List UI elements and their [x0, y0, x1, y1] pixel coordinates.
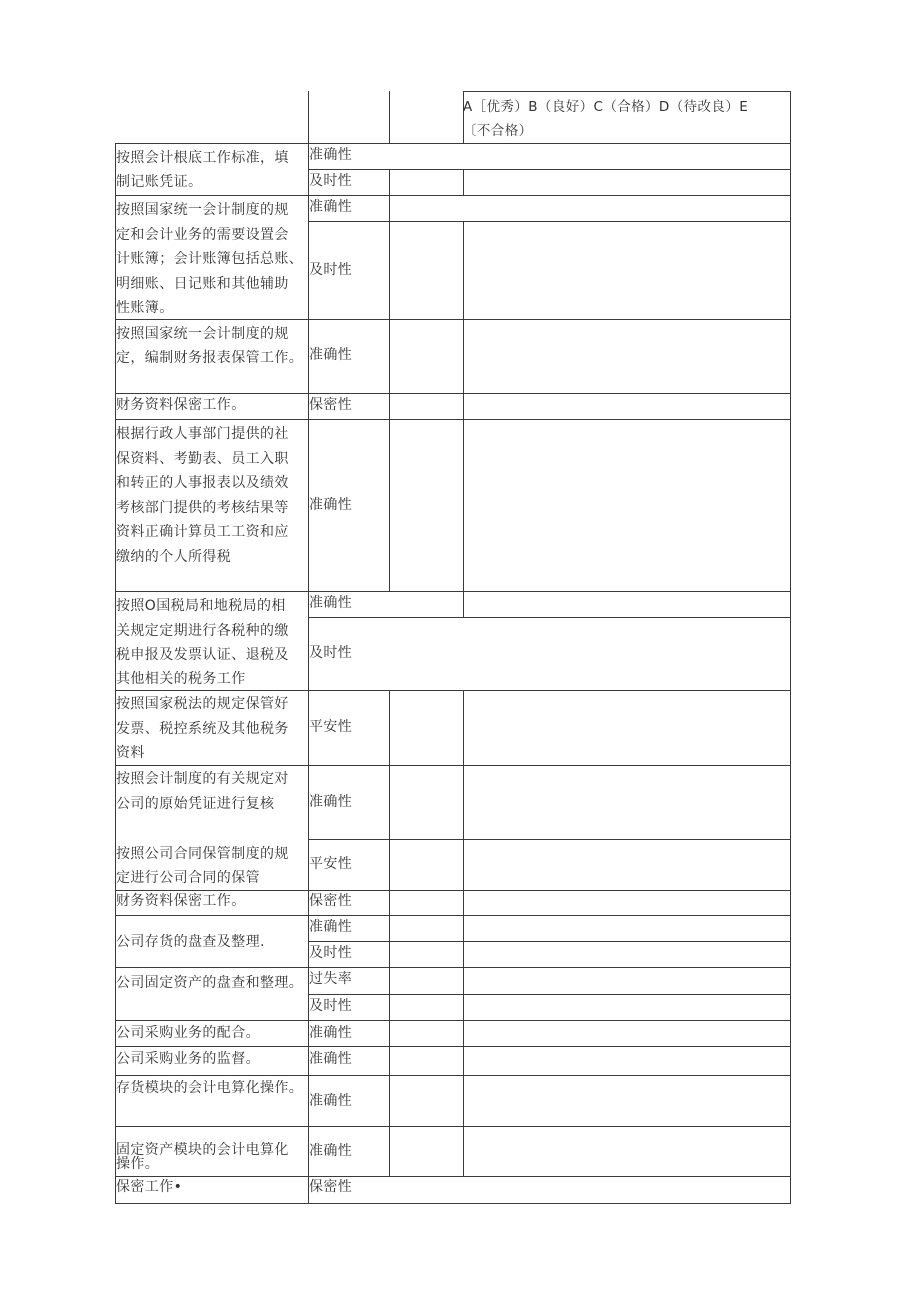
row-divider — [308, 221, 791, 222]
criterion-text: 保密性 — [309, 1179, 353, 1195]
criterion-text: 准确性 — [309, 1143, 353, 1159]
work-item-text: 定，编制财务报表保管工作。 — [116, 350, 304, 366]
criterion-text: 准确性 — [309, 919, 353, 935]
table-border-right — [790, 91, 791, 1204]
row-divider — [115, 591, 791, 592]
row-divider — [115, 419, 791, 420]
work-item-text: 明细账、日记账和其他辅助 — [116, 275, 289, 292]
row-divider — [115, 1176, 791, 1177]
work-item-text: 按照国家税法的规定保管好 — [116, 696, 289, 712]
work-item-text: 其他相关的税务工作 — [116, 671, 246, 687]
work-item-text: 定进行公司合同的保管 — [116, 870, 260, 886]
work-item-text: 按照公司合同保管制度的规 — [116, 846, 289, 862]
row-divider — [115, 967, 791, 968]
criterion-text: 准确性 — [309, 199, 353, 215]
row-divider — [115, 915, 791, 916]
work-item-text: 和转正的人事报表以及绩效 — [116, 475, 289, 491]
work-item-text: 考核部门提供的考核结果等 — [116, 499, 289, 516]
grade-scale-text: 〔不合格） — [463, 123, 533, 139]
criterion-text: 平安性 — [309, 719, 353, 735]
row-divider — [115, 1126, 791, 1127]
criterion-text: 及时性 — [309, 173, 353, 189]
table-border-top — [463, 91, 791, 92]
work-item-text: 财务资料保密工作。 — [116, 893, 246, 909]
work-item-text: 公司采购业务的配合。 — [116, 1025, 260, 1041]
criterion-text: 及时性 — [309, 262, 353, 278]
work-item-text: 公司的原始凭证进行复核 — [116, 795, 275, 812]
work-item-text: 按照国家统一会计制度的规 — [116, 326, 289, 342]
column-divider — [389, 91, 390, 144]
criterion-text: 准确性 — [309, 347, 353, 363]
row-divider — [115, 143, 791, 144]
work-item-text: 发票、税控系统及其他税务 — [116, 720, 289, 737]
work-item-text: 公司固定资产的盘查和整理。 — [116, 975, 304, 991]
row-divider — [115, 195, 791, 196]
work-item-text: 操作。 — [116, 1156, 160, 1172]
criterion-text: 准确性 — [309, 794, 353, 810]
work-item-text: 计账簿；会计账簿包括总账、 — [116, 251, 304, 267]
table-border-bottom — [115, 1203, 791, 1204]
work-item-text: 存货模块的会计电算化操作。 — [116, 1080, 304, 1096]
criterion-text: 准确性 — [309, 1051, 353, 1067]
column-divider — [463, 221, 464, 592]
criterion-text: 准确性 — [309, 1093, 353, 1109]
criterion-text: 准确性 — [309, 497, 353, 513]
work-item-text: 按照会计制度的有关规定对 — [116, 771, 289, 787]
column-divider — [463, 690, 464, 1177]
column-divider — [389, 169, 390, 196]
criterion-text: 保密性 — [309, 397, 353, 413]
criterion-text: 及时性 — [309, 645, 353, 661]
row-divider — [115, 765, 791, 766]
row-divider — [308, 617, 791, 618]
column-divider — [389, 690, 390, 1177]
work-item-text: 性账簿。 — [116, 300, 174, 316]
work-item-text: 缴纳的个人所得税 — [116, 548, 232, 565]
criterion-text: 准确性 — [309, 595, 353, 611]
criterion-text: 平安性 — [309, 856, 353, 872]
work-item-text: 按照国家统一会计制度的规 — [116, 202, 289, 218]
work-item-text: 财务资料保密工作。 — [116, 397, 246, 413]
criterion-text: 及时性 — [309, 998, 353, 1014]
work-item-text: 公司采购业务的监督。 — [116, 1051, 260, 1067]
work-item-text: 公司存货的盘查及整理. — [116, 934, 265, 950]
row-divider — [308, 169, 791, 170]
grade-scale-text: A［优秀）B（良好）C（合格）D（待改良）E — [463, 99, 749, 115]
work-item-text: 关规定定期进行各税种的缴 — [116, 622, 289, 639]
work-item-text: 定和会计业务的需要设置会 — [116, 226, 289, 243]
criterion-text: 保密性 — [309, 893, 353, 909]
work-item-text: 保密工作• — [116, 1179, 183, 1195]
work-item-text: 固定资产模块的会计电算化 — [116, 1142, 289, 1158]
criterion-text: 准确性 — [309, 147, 353, 163]
criterion-text: 准确性 — [309, 1025, 353, 1041]
work-item-text: 制记账凭证。 — [116, 174, 203, 190]
row-divider — [308, 941, 791, 942]
work-item-text: 保资料、考勤表、员工入职 — [116, 450, 289, 467]
work-item-text: 资料 — [116, 745, 145, 761]
work-item-text: 按照会计根底工作标准，填 — [116, 150, 289, 166]
criterion-text: 及时性 — [309, 945, 353, 961]
work-item-text: 资料正确计算员工工资和应 — [116, 524, 289, 540]
row-divider — [308, 994, 791, 995]
work-item-text: 根据行政人事部门提供的社 — [116, 426, 289, 442]
work-item-text: 按照O国税局和地税局的相 — [116, 598, 286, 614]
column-divider — [463, 591, 464, 618]
criterion-text: 过失率 — [309, 971, 353, 987]
column-divider — [389, 195, 390, 592]
work-item-text: 税申报及发票认证、退税及 — [116, 647, 289, 663]
row-divider — [308, 839, 791, 840]
column-divider — [463, 169, 464, 196]
row-divider — [115, 319, 791, 320]
